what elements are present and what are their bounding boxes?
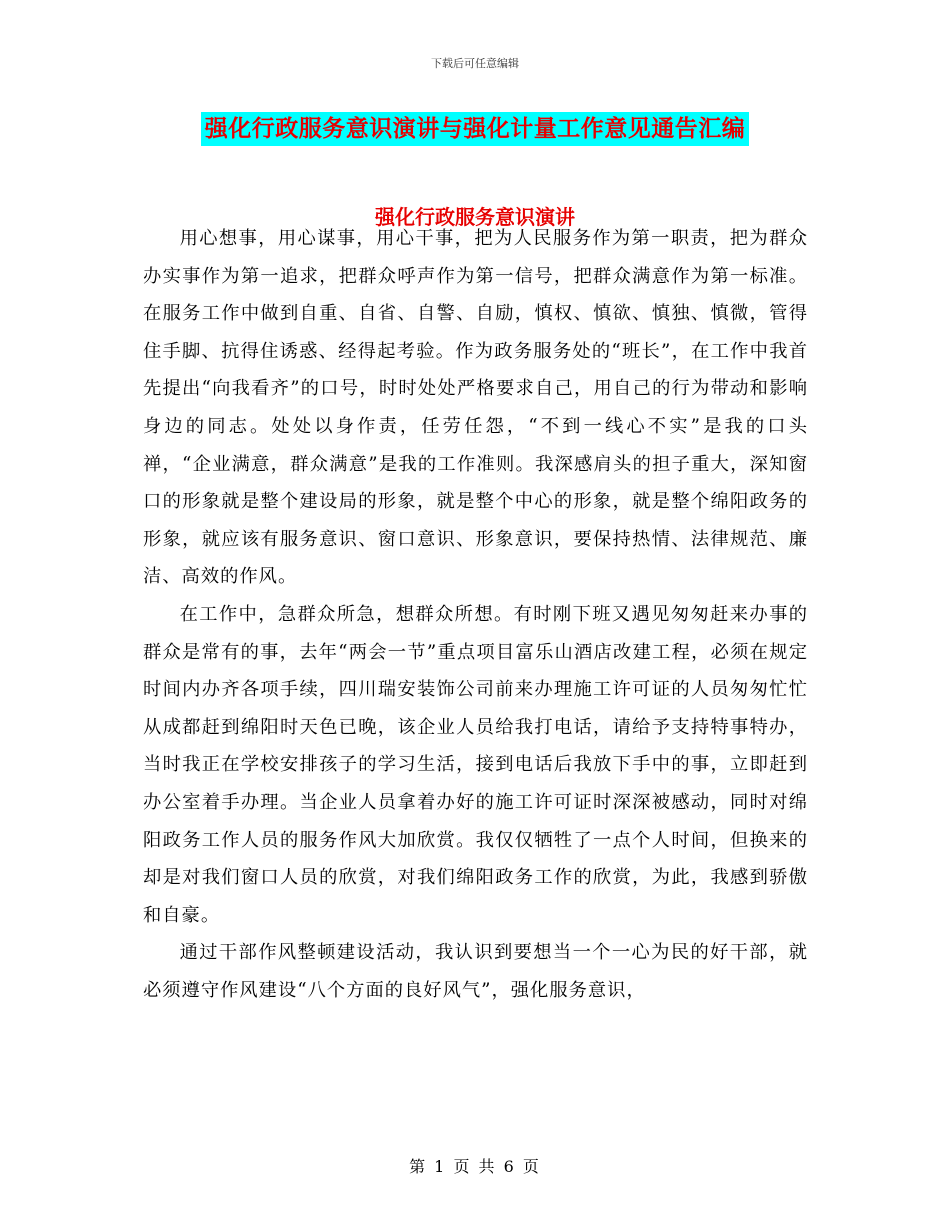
document-title-container [0,112,950,146]
paragraph-2: 在工作中，急群众所急，想群众所想。有时刚下班又遇见匆匆赶来办事的群众是常有的事，去年“两会一节”重点项目富乐山酒店改建工程，必须在规定时间内办齐各项手续，四川瑞安装饰公司前来办理施工许可证的人员匆匆忙忙从成都赶到绵阳时天色已晚，该企业人员给我打电话，请给予支持特事特办，当时我正在学校安排孩子的学习生活，接到电话后我放下手中的事，立即赶到办公室着手办理。当企业人员拿着办好的施工许可证时深深被感动，同时对绵阳政务工作人员的服务作风大加欣赏。我仅仅牺牲了一点个人时间，但换来的却是对我们窗口人员的欣赏，对我们绵阳政务工作的欣赏，为此，我感到骄傲和自豪。 [143,603,808,926]
paragraph-1: 用心想事，用心谋事，用心干事，把为人民服务作为第一职责，把为群众办实事作为第一追求，把群众呼声作为第一信号，把群众满意作为第一标准。在服务工作中做到自重、自省、自警、自励，慎权、慎欲、慎独、慎微，管得住手脚、抗得住诱惑、经得起考验。作为政务服务处的“班长”，在工作中我首先提出“向我看齐”的口号，时时处处严格要求自己，用自己的行为带动和影响身边的同志。处处以身作责，任劳任怨，“不到一线心不实”是我的口头禅，“企业满意，群众满意”是我的工作准则。我深感肩头的担子重大，深知窗口的形象就是整个建设局的形象，就是整个中心的形象，就是整个绵阳政务的形象，就应该有服务意识、窗口意识、形象意识，要保持热情、法律规范、廉洁、高效的作风。 [143,228,808,588]
document-title: 强化行政服务意识演讲与强化计量工作意见通告汇编 [201,112,750,146]
document-body [143,220,808,1009]
page-footer: 第 1 页 共 6 页 [409,1157,541,1176]
header-note: 下载后可任意编辑 [431,57,519,70]
paragraph-3: 通过干部作风整顿建设活动，我认识到要想当一个一心为民的好干部，就必须遵守作风建设“八个方面的良好风气”，强化服务意识， [143,942,808,1001]
section-title: 强化行政服务意识演讲 [375,205,575,229]
